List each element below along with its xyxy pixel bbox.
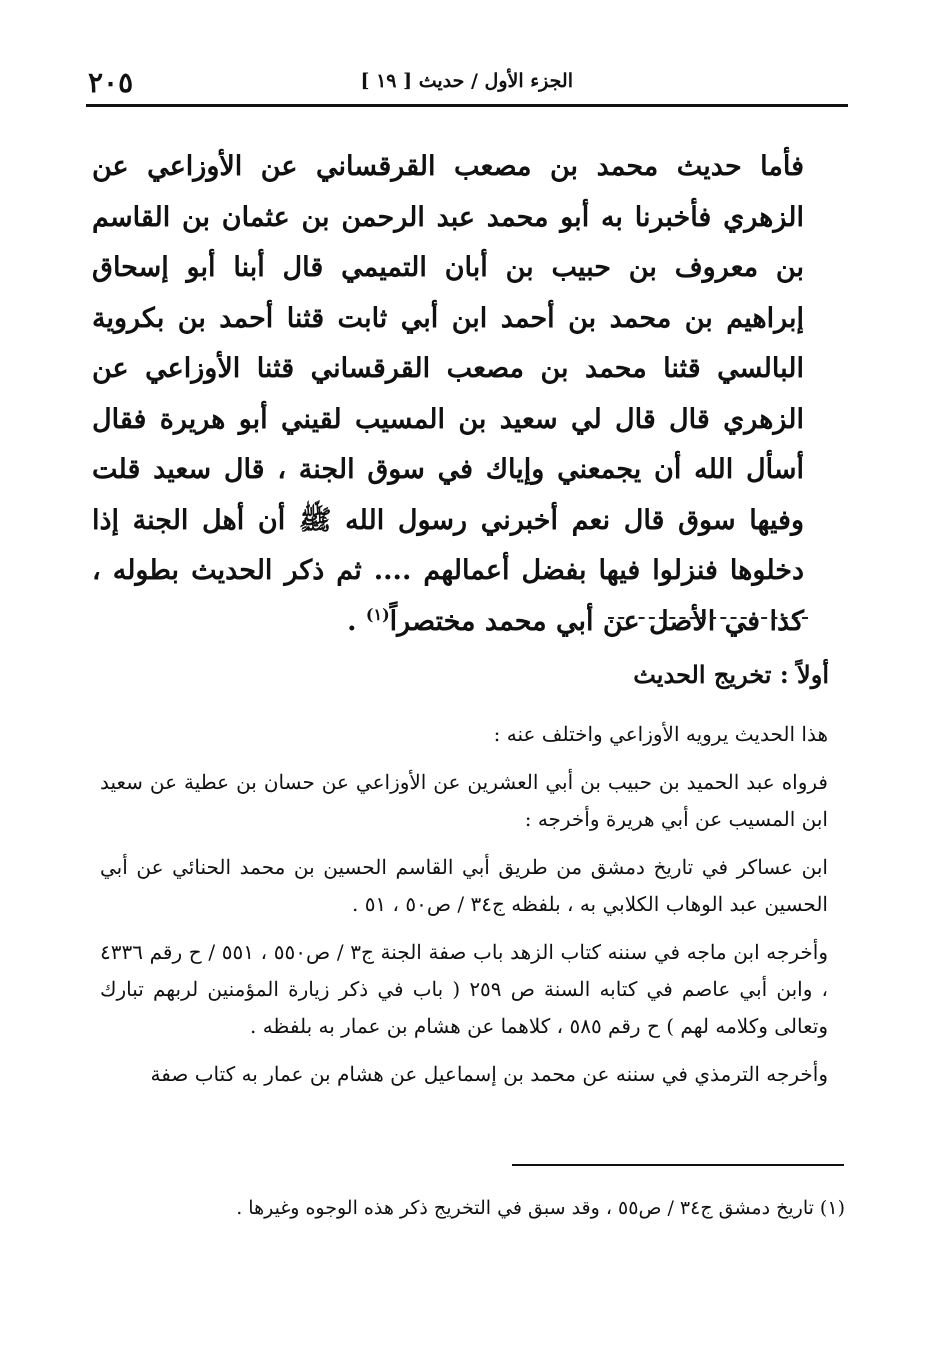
hadith-body: فأما حديث محمد بن مصعب القرقساني عن الأوزاعي عن الزهري فأخبرنا به أبو محمد عبد الرحمن بن عثمان بن القاسم بن معروف بن حبيب بن أبان التميمي قال أبنا أبو إسحاق إبراهيم بن محمد بن أحمد ابن أبي ثابت قثنا أحمد بن بكروية البالسي قثنا محمد بن مصعب القرقساني قثنا الأوزاعي عن الزهري قال قال لي سعيد بن المسيب لقيني أبو هريرة فقال أسأل الله أن يجمعني وإياك في سوق الجنة ، قال سعيد قلت وفيها سوق قال نعم أخبرني رسول الله ﷺ أن أهل الجنة إذا دخلوها فنزلوا فيها بفضل أعمالهم .... ثم ذكر الحديث بطوله ، كذا في الأصل عن أبي محمد مختصراً bbox=[92, 151, 804, 637]
page-header bbox=[88, 62, 843, 106]
commentary-paragraph: هذا الحديث يرويه الأوزاعي واختلف عنه : bbox=[493, 722, 828, 746]
commentary-paragraph: فرواه عبد الحميد بن حبيب بن أبي العشرين عن الأوزاعي عن حسان بن عطية عن سعيد ابن المسيب عن أبي هريرة وأخرجه : bbox=[100, 770, 828, 831]
footnote-rule bbox=[512, 1164, 844, 1166]
commentary-paragraph: ابن عساكر في تاريخ دمشق من طريق أبي القاسم الحسين بن محمد الحنائي عن أبي الحسين عبد الوهاب الكلابي به ، بلفظه ج٣٤ / ص٥٠ ، ٥١ . bbox=[100, 855, 828, 916]
footnote-reference: (١) bbox=[365, 604, 390, 624]
commentary-paragraph: وأخرجه ابن ماجه في سننه كتاب الزهد باب صفة الجنة ج٣ / ص٥٥٠ ، ٥٥١ / ح رقم ٤٣٣٦ ، وابن أبي عاصم في كتابه السنة ص ٢٥٩ ( باب في ذكر زيارة المؤمنين لربهم تبارك وتعالى وكلامه لهم ) ح رقم ٥٨٥ ، كلاهما عن هشام بن عمار به بلفظه . bbox=[100, 940, 828, 1038]
section-heading: أولاً : تخريج الحديث bbox=[633, 660, 829, 689]
running-head: الجزء الأول / حديث [ ١٩ ] bbox=[360, 70, 573, 92]
hadith-paragraph bbox=[92, 142, 804, 647]
commentary-paragraph: وأخرجه الترمذي في سننه عن محمد بن إسماعيل عن هشام بن عمار به كتاب صفة bbox=[150, 1062, 828, 1086]
dashed-separator bbox=[608, 617, 808, 619]
page-number: ٢٠٥ bbox=[88, 66, 134, 99]
hadith-ending: . bbox=[347, 605, 366, 637]
footnote: (١) تاريخ دمشق ج٣٤ / ص٥٥ ، وقد سبق في التخريج ذكر هذه الوجوه وغيرها . bbox=[236, 1197, 845, 1219]
header-rule bbox=[86, 104, 848, 107]
hadith-text bbox=[92, 142, 804, 647]
commentary bbox=[100, 716, 828, 1104]
